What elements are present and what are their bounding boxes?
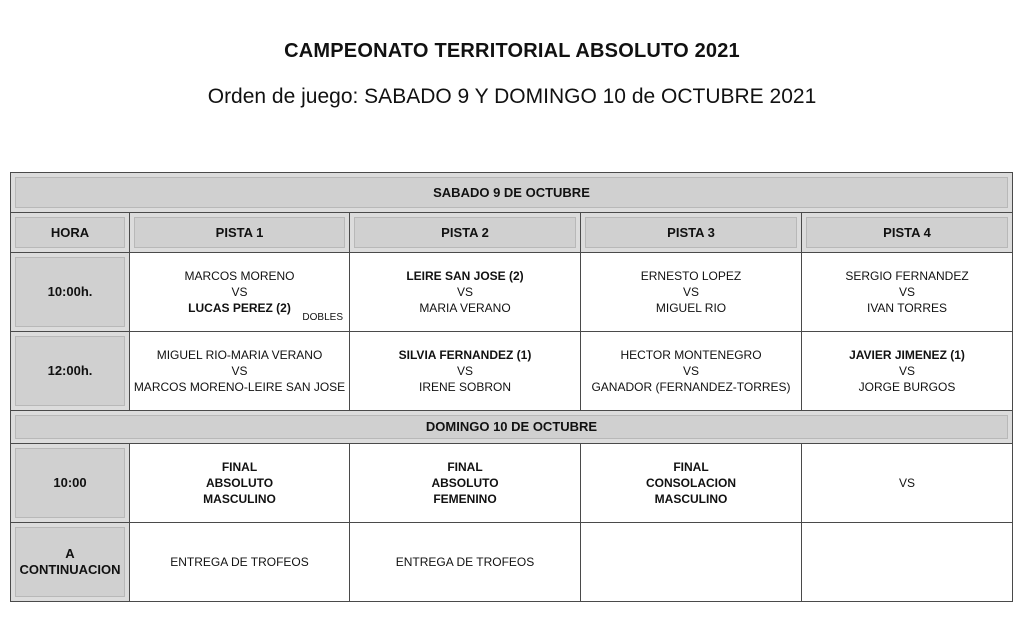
- trophy-cell: ENTREGA DE TROFEOS: [130, 523, 350, 602]
- final-line: ABSOLUTO: [431, 476, 499, 490]
- final-line: MASCULINO: [203, 492, 276, 506]
- player-a: LEIRE SAN JOSE (2): [406, 269, 524, 283]
- player-a: SILVIA FERNANDEZ (1): [398, 348, 532, 362]
- final-line: FEMENINO: [433, 492, 497, 506]
- hour-cell: [11, 523, 130, 602]
- player-b: IVAN TORRES: [866, 301, 948, 315]
- page-subtitle: Orden de juego: SABADO 9 Y DOMINGO 10 de OCTUBRE 2021: [207, 85, 817, 108]
- header-hora: HORA: [11, 213, 130, 253]
- hour-line: A: [65, 546, 75, 561]
- player-b: IRENE SOBRON: [418, 380, 511, 394]
- match-cell: VS: [802, 444, 1013, 523]
- header-pista-1: PISTA 1: [130, 213, 350, 253]
- vs-label: VS: [231, 285, 248, 299]
- vs-label: VS: [899, 285, 916, 299]
- final-line: CONSOLACION: [646, 476, 736, 490]
- final-cell: [350, 444, 581, 523]
- player-a: HECTOR MONTENEGRO: [620, 348, 762, 362]
- match-cell: [802, 253, 1013, 332]
- match-cell: [581, 332, 802, 411]
- empty-cell: [581, 523, 802, 602]
- player-b: MIGUEL RIO: [655, 301, 727, 315]
- final-line: ABSOLUTO: [205, 476, 274, 490]
- sunday-band-row: [11, 411, 1013, 444]
- final-line: FINAL: [673, 460, 709, 474]
- empty-cell: [802, 523, 1013, 602]
- vs-label: VS: [456, 285, 473, 299]
- match-cell: [581, 253, 802, 332]
- header-pista-2: PISTA 2: [350, 213, 581, 253]
- match-cell: [350, 332, 581, 411]
- player-a: ERNESTO LOPEZ: [640, 269, 742, 283]
- player-b: MARCOS MORENO-LEIRE SAN JOSE: [133, 380, 346, 394]
- hour-cell: 12:00h.: [11, 332, 130, 411]
- hour-cell: 10:00h.: [11, 253, 130, 332]
- table-row: [11, 444, 1013, 523]
- match-cell: [802, 332, 1013, 411]
- hour-cell: 10:00: [11, 444, 130, 523]
- player-b: LUCAS PEREZ (2): [188, 301, 291, 315]
- vs-label: VS: [456, 364, 473, 378]
- trophy-cell: ENTREGA DE TROFEOS: [350, 523, 581, 602]
- header-row: [11, 213, 1013, 253]
- final-line: FINAL: [221, 460, 258, 474]
- vs-label: VS: [231, 364, 248, 378]
- saturday-band: SABADO 9 DE OCTUBRE: [11, 173, 1013, 213]
- hour-line: CONTINUACION: [19, 562, 121, 577]
- page-title: CAMPEONATO TERRITORIAL ABSOLUTO 2021: [284, 40, 740, 62]
- player-a: JAVIER JIMENEZ (1): [849, 348, 965, 362]
- match-cell: [130, 312, 350, 411]
- final-cell: [130, 444, 350, 523]
- match-cell-inner: [130, 312, 349, 395]
- player-a: MARCOS MORENO: [184, 269, 295, 283]
- dobles-tag: DOBLES: [302, 312, 343, 323]
- final-line: MASCULINO: [654, 492, 728, 506]
- final-cell: [581, 444, 802, 523]
- player-b: JORGE BURGOS: [858, 380, 956, 394]
- player-b: GANADOR (FERNANDEZ-TORRES): [591, 380, 791, 394]
- header-pista-4: PISTA 4: [802, 213, 1013, 253]
- vs-label: VS: [899, 364, 916, 378]
- table-row: [11, 523, 1013, 602]
- header-pista-3: PISTA 3: [581, 213, 802, 253]
- vs-label: VS: [682, 285, 699, 299]
- player-a: SERGIO FERNANDEZ: [845, 269, 969, 283]
- sunday-band: DOMINGO 10 DE OCTUBRE: [11, 411, 1013, 444]
- player-a: MIGUEL RIO-MARIA VERANO: [156, 348, 323, 362]
- saturday-band-row: [11, 173, 1013, 213]
- match-cell: [350, 253, 581, 332]
- final-line: FINAL: [447, 460, 483, 474]
- table-row: [11, 332, 1013, 411]
- table-row: [11, 253, 1013, 332]
- player-b: MARIA VERANO: [419, 301, 511, 315]
- schedule-table: [10, 172, 1013, 602]
- vs-label: VS: [682, 364, 699, 378]
